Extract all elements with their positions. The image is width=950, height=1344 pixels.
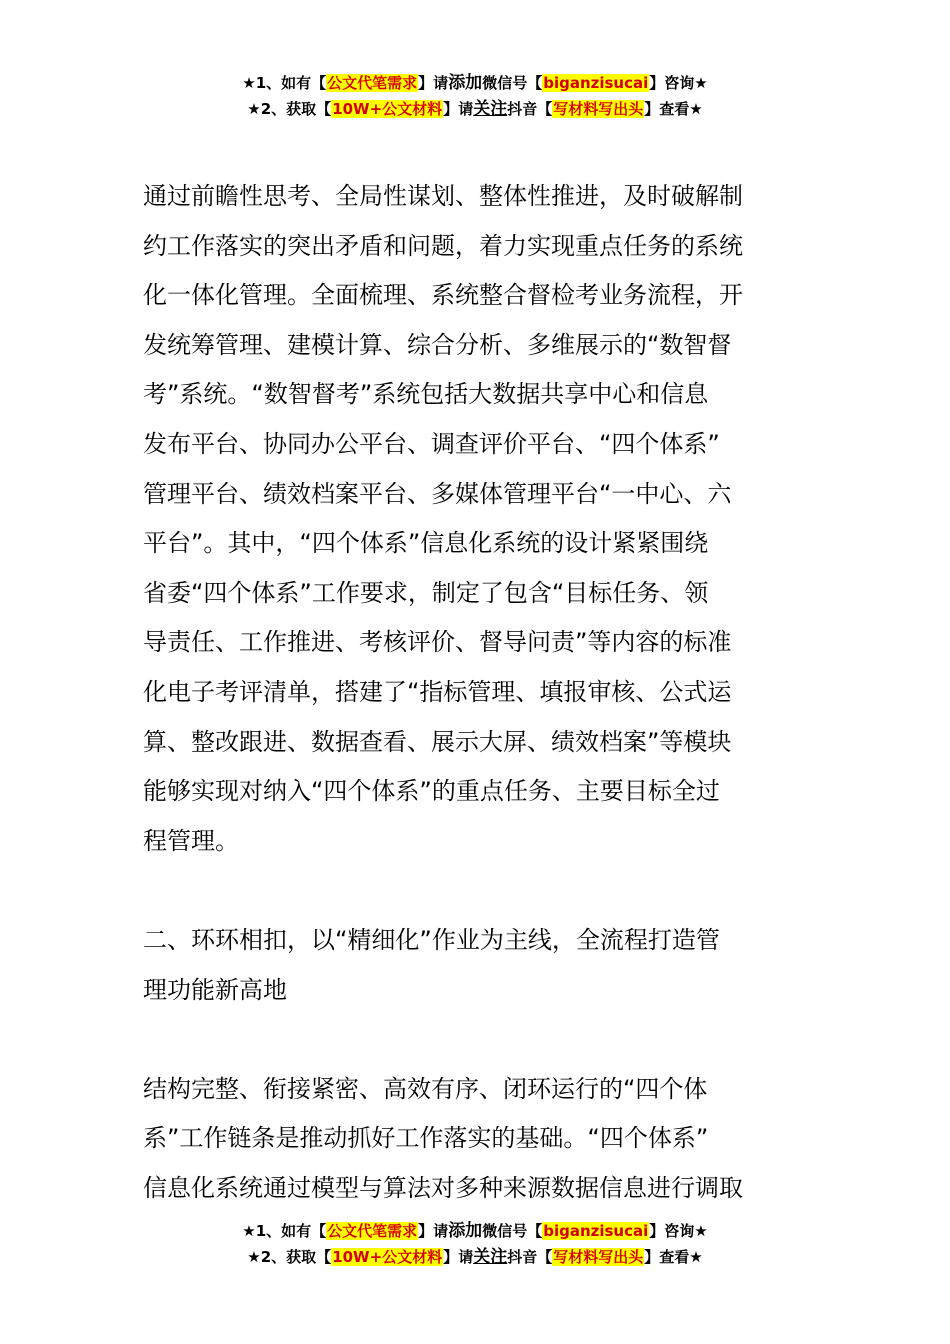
banner-text: 】请 xyxy=(443,1248,474,1266)
banner-text: 】查看★ xyxy=(644,100,703,118)
banner-text: 】咨询★ xyxy=(649,74,708,92)
heading-line: 理功能新高地 xyxy=(143,975,287,1004)
banner-text: ★2、获取【 xyxy=(247,1248,332,1266)
banner-text: 微信号【 xyxy=(482,74,543,92)
text-line: 发布平台、协同办公平台、调查评价平台、“四个体系” xyxy=(143,429,720,458)
banner-line-1 xyxy=(0,70,950,96)
banner-highlight: 10W+公文材料 xyxy=(332,100,443,118)
banner-text: ★2、获取【 xyxy=(247,100,332,118)
banner-text: ★1、如有【 xyxy=(242,1222,327,1240)
banner-emphasis: 关注 xyxy=(473,1247,508,1267)
banner-line-1 xyxy=(0,1218,950,1244)
banner-text: ★1、如有【 xyxy=(242,74,327,92)
banner-highlight: 公文代笔需求 xyxy=(327,1222,418,1240)
paragraph-2 xyxy=(143,1065,808,1214)
text-line: 系”工作链条是推动抓好工作落实的基础。“四个体系” xyxy=(143,1124,709,1153)
text-line: 导责任、工作推进、考核评价、督导问责”等内容的标准 xyxy=(143,628,732,657)
bottom-ad-banner xyxy=(0,1218,950,1270)
text-line: 能够实现对纳入“四个体系”的重点任务、主要目标全过 xyxy=(143,777,720,806)
banner-text: 】请 xyxy=(418,1222,449,1240)
banner-emphasis: 添加 xyxy=(448,73,483,93)
heading-line: 二、环环相扣，以“精细化”作业为主线，全流程打造管 xyxy=(143,925,720,954)
text-line: 程管理。 xyxy=(143,826,239,855)
text-line: 管理平台、绩效档案平台、多媒体管理平台“一中心、六 xyxy=(143,479,732,508)
banner-douyin-id: 写材料写出头 xyxy=(553,100,644,118)
text-line: 信息化系统通过模型与算法对多种来源数据信息进行调取 xyxy=(143,1173,743,1202)
paragraph-spacer xyxy=(143,1015,808,1065)
banner-emphasis: 关注 xyxy=(473,99,508,119)
banner-text: 】查看★ xyxy=(644,1248,703,1266)
text-line: 省委“四个体系”工作要求，制定了包含“目标任务、领 xyxy=(143,578,709,607)
banner-line-2 xyxy=(0,96,950,122)
text-line: 发统筹管理、建模计算、综合分析、多维展示的“数智督 xyxy=(143,330,732,359)
banner-text: 】请 xyxy=(418,74,449,92)
paragraph-spacer xyxy=(143,866,808,916)
document-body xyxy=(143,172,808,1213)
paragraph-1 xyxy=(143,172,808,866)
banner-wechat-id: biganzisucai xyxy=(543,74,649,92)
banner-highlight: 10W+公文材料 xyxy=(332,1248,443,1266)
banner-emphasis: 添加 xyxy=(448,1221,483,1241)
text-line: 平台”。其中，“四个体系”信息化系统的设计紧紧围绕 xyxy=(143,529,709,558)
text-line: 化一体化管理。全面梳理、系统整合督检考业务流程，开 xyxy=(143,281,743,310)
text-line: 结构完整、衔接紧密、高效有序、闭环运行的“四个体 xyxy=(143,1074,708,1103)
text-line: 化电子考评清单，搭建了“指标管理、填报审核、公式运 xyxy=(143,677,732,706)
banner-text: 微信号【 xyxy=(482,1222,543,1240)
banner-line-2 xyxy=(0,1244,950,1270)
banner-wechat-id: biganzisucai xyxy=(543,1222,649,1240)
text-line: 约工作落实的突出矛盾和问题，着力实现重点任务的系统 xyxy=(143,231,743,260)
banner-text: 抖音【 xyxy=(507,1248,553,1266)
top-ad-banner xyxy=(0,70,950,122)
text-line: 通过前瞻性思考、全局性谋划、整体性推进，及时破解制 xyxy=(143,182,743,210)
banner-text: 抖音【 xyxy=(507,100,553,118)
section-heading xyxy=(143,916,808,1015)
banner-douyin-id: 写材料写出头 xyxy=(553,1248,644,1266)
banner-highlight: 公文代笔需求 xyxy=(327,74,418,92)
banner-text: 】请 xyxy=(443,100,474,118)
banner-text: 】咨询★ xyxy=(649,1222,708,1240)
text-line: 算、整改跟进、数据查看、展示大屏、绩效档案”等模块 xyxy=(143,727,732,756)
text-line: 考”系统。“数智督考”系统包括大数据共享中心和信息 xyxy=(143,380,709,409)
